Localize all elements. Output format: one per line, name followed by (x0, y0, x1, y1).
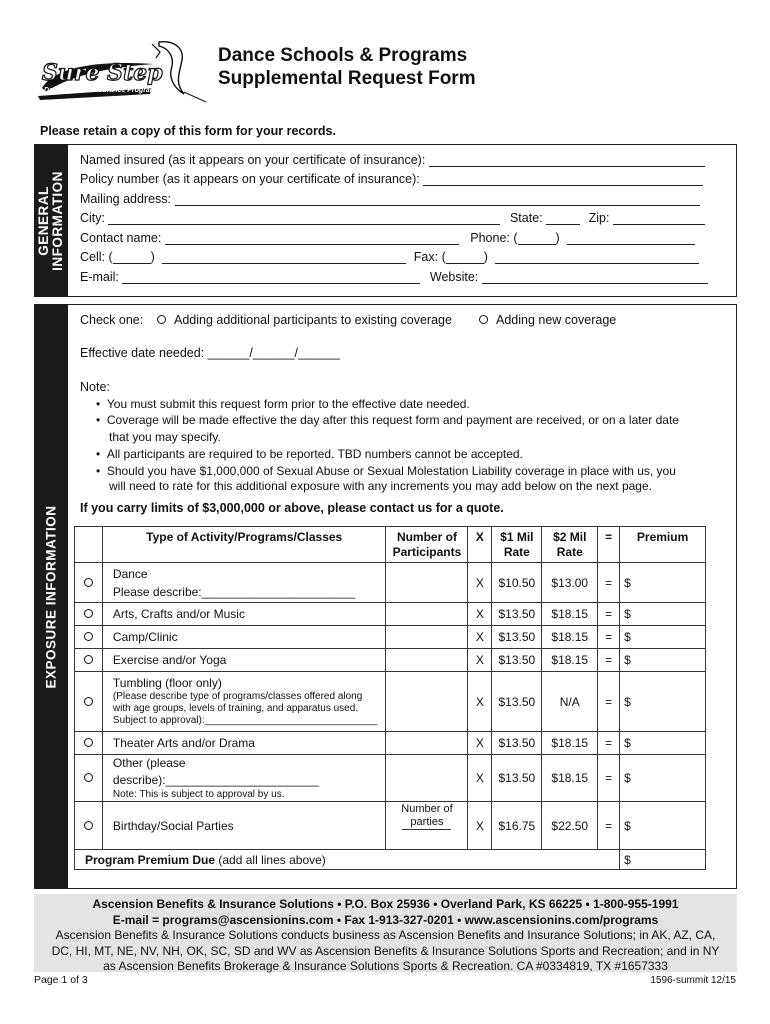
activity-arts: Arts, Crafts and/or Music (102, 603, 386, 626)
mailing-row (80, 192, 700, 206)
city-field[interactable] (108, 213, 500, 225)
header-2mil-2: Rate (556, 544, 583, 559)
fax-field[interactable] (495, 252, 699, 264)
effective-date-field[interactable]: Effective date needed: ______/______/______ (80, 346, 340, 360)
check-one-label: Check one: (80, 313, 144, 327)
participants-dance[interactable] (386, 563, 468, 603)
fax-paren: ) (483, 250, 488, 264)
header-1mil-1: $1 Mil (500, 529, 534, 544)
state-label: State: (509, 211, 543, 225)
title-line-1: Dance Schools & Programs (218, 45, 468, 66)
note-bullet-2: • Coverage will be made effective the day after this request form and payment are received, or on a later date (96, 413, 679, 427)
rate2-arts: $18.15 (542, 603, 598, 626)
cell-fax-row (80, 250, 699, 264)
participants-tumbling[interactable] (386, 672, 468, 732)
radio-existing-coverage[interactable] (157, 315, 166, 324)
rate1-tumbling: $13.50 (492, 672, 542, 732)
x-arts: X (468, 603, 492, 626)
note-bullet-3-text: All participants are required to be reported. TBD numbers cannot be accepted. (106, 447, 523, 461)
other-note: Note: This is subject to approval by us. (112, 789, 285, 800)
policy-number-field[interactable] (423, 174, 703, 186)
radio-theater[interactable] (84, 738, 93, 747)
footer-email-fax-web: E-mail = programs@ascensionins.com • Fax 1-913-327-0201 • www.ascensionins.com/programs (112, 912, 659, 927)
fax-label: Fax: ( (413, 250, 446, 264)
footer-legal-3: as Ascension Benefits Brokerage & Insurance Solutions Sports & Recreation. CA #0334819, TX #1657333 (103, 959, 668, 974)
table-row-tumbling (75, 672, 706, 732)
header-participants-2: Participants (392, 544, 462, 559)
exposure-info-label: EXPOSURE INFORMATION (43, 504, 59, 689)
tumbling-note-2: with age groups, levels of training, and apparatus used. (112, 703, 359, 714)
x-birthday: X (468, 802, 492, 850)
header-participants (386, 527, 468, 563)
form-title (218, 44, 476, 90)
city-row (80, 211, 705, 225)
table-row-other (75, 755, 706, 802)
page-number: Page 1 of 3 (34, 974, 88, 986)
participants-exercise[interactable] (386, 649, 468, 672)
activity-dance: Dance (112, 566, 148, 581)
policy-number-label: Policy number (as it appears on your certificate of insurance): (80, 172, 420, 186)
premium-camp[interactable]: $ (620, 626, 706, 649)
eq-tumbling: = (598, 672, 620, 732)
table-row-dance (75, 563, 706, 603)
activity-camp: Camp/Clinic (102, 626, 386, 649)
participants-arts[interactable] (386, 603, 468, 626)
radio-tumbling[interactable] (84, 697, 93, 706)
rate1-camp: $13.50 (492, 626, 542, 649)
radio-exercise[interactable] (84, 655, 93, 664)
total-label (75, 850, 620, 870)
eq-camp: = (598, 626, 620, 649)
rate2-birthday: $22.50 (542, 802, 598, 850)
logo-text: Sure Step (42, 60, 163, 86)
website-field[interactable] (482, 272, 708, 284)
zip-field[interactable] (613, 213, 705, 225)
rate1-arts: $13.50 (492, 603, 542, 626)
premium-tumbling[interactable]: $ (620, 672, 706, 732)
header-eq: = (598, 527, 620, 563)
city-label: City: (80, 211, 105, 225)
footer-legal-1: Ascension Benefits & Insurance Solutions conducts business as Ascension Benefits and Insurance Solutions; in AK, AZ, CA, (55, 928, 716, 943)
eq-other: = (598, 755, 620, 802)
parties-label-1: Number of (401, 803, 453, 815)
note-bullet-2-text: Coverage will be made effective the day after this request form and payment are received, or on a later date (106, 413, 679, 427)
table-row-theater (75, 732, 706, 755)
parties-label-2: parties (402, 816, 451, 830)
named-insured-row (80, 153, 705, 167)
radio-arts[interactable] (84, 609, 93, 618)
header-x: X (468, 527, 492, 563)
retain-notice: Please retain a copy of this form for your records. (40, 124, 336, 138)
form-code: 1596-summit 12/15 (650, 975, 736, 986)
premium-arts[interactable]: $ (620, 603, 706, 626)
sure-step-logo (34, 38, 214, 106)
rate2-camp: $18.15 (542, 626, 598, 649)
header-radio (75, 527, 103, 563)
header-participants-1: Number of (396, 529, 457, 544)
footer-contact (34, 894, 737, 972)
table-row-exercise (75, 649, 706, 672)
named-insured-field[interactable] (429, 155, 705, 167)
x-exercise: X (468, 649, 492, 672)
radio-new-coverage[interactable] (479, 315, 488, 324)
mailing-field[interactable] (175, 194, 700, 206)
header-1mil (492, 527, 542, 563)
rate2-dance: $13.00 (542, 563, 598, 603)
rate2-exercise: $18.15 (542, 649, 598, 672)
fax-area-field[interactable] (446, 252, 484, 264)
dance-describe-field[interactable]: Please describe:_______________________ (112, 584, 356, 599)
note-bullet-2-cont: that you may specify. (109, 430, 221, 444)
cell-area-field[interactable] (113, 252, 151, 264)
radio-other[interactable] (84, 773, 93, 782)
note-bullet-3: • All participants are required to be reported. TBD numbers cannot be accepted. (96, 447, 523, 461)
cell-paren: ) (150, 250, 155, 264)
exposure-info-sidebar (34, 304, 68, 889)
activity-exercise: Exercise and/or Yoga (102, 649, 386, 672)
x-theater: X (468, 732, 492, 755)
general-info-label (37, 171, 65, 271)
footer-address: Ascension Benefits & Insurance Solutions • P.O. Box 25936 • Overland Park, KS 66225 • 1-800-955-1991 (92, 897, 679, 911)
tumbling-describe-field[interactable]: Subject to approval):_______________________________ (112, 715, 378, 726)
total-label-note: (add all lines above) (218, 852, 326, 867)
total-premium[interactable]: $ (620, 850, 706, 870)
footer-legal-2: DC, HI, MT, NE, NV, NH, OK, SC, SD and WV as Ascension Benefits & Insurance Solutions Sports and Recreation; and in NY (51, 943, 720, 958)
eq-arts: = (598, 603, 620, 626)
activity-birthday: Birthday/Social Parties (102, 802, 386, 850)
contact-row (80, 231, 695, 245)
radio-camp[interactable] (84, 632, 93, 641)
activity-theater: Theater Arts and/or Drama (102, 732, 386, 755)
zip-label: Zip: (588, 211, 610, 225)
tumbling-note-1: (Please describe type of programs/classes offered along (112, 691, 363, 702)
phone-label: Phone: ( (470, 231, 518, 245)
total-label-bold: Program Premium Due (85, 852, 216, 867)
table-header-row (75, 527, 706, 563)
x-other: X (468, 755, 492, 802)
mailing-label: Mailing address: (80, 192, 172, 206)
table-row-camp (75, 626, 706, 649)
phone-field[interactable] (567, 233, 695, 245)
x-camp: X (468, 626, 492, 649)
header-premium: Premium (620, 527, 706, 563)
eq-theater: = (598, 732, 620, 755)
email-field[interactable] (122, 272, 420, 284)
cell-field[interactable] (162, 252, 406, 264)
participants-theater[interactable] (386, 732, 468, 755)
state-field[interactable] (546, 213, 580, 225)
header-activity: Type of Activity/Programs/Classes (102, 527, 386, 563)
premium-other[interactable]: $ (620, 755, 706, 802)
rate1-exercise: $13.50 (492, 649, 542, 672)
table-total-row (75, 850, 706, 870)
limits-notice: If you carry limits of $3,000,000 or above, please contact us for a quote. (80, 501, 504, 515)
participants-birthday[interactable] (386, 802, 468, 850)
rate1-other: $13.50 (492, 755, 542, 802)
rate1-birthday: $16.75 (492, 802, 542, 850)
named-insured-label: Named insured (as it appears on your certificate of insurance): (80, 153, 426, 167)
premium-dance[interactable]: $ (620, 563, 706, 603)
option-new-label: Adding new coverage (496, 313, 617, 327)
rate-table (74, 526, 706, 870)
policy-number-row (80, 172, 703, 186)
general-info-sidebar (34, 144, 68, 297)
contact-label: Contact name: (80, 231, 162, 245)
general-label-line-1: GENERAL (36, 185, 51, 256)
activity-tumbling: Tumbling (floor only) (112, 676, 222, 690)
phone-area-field[interactable] (518, 233, 556, 245)
general-label-line-2: INFORMATION (50, 170, 65, 271)
header-2mil (542, 527, 598, 563)
note-label: Note: (80, 380, 110, 394)
rate1-theater: $13.50 (492, 732, 542, 755)
email-row (80, 270, 708, 284)
header-2mil-1: $2 Mil (553, 529, 587, 544)
premium-birthday[interactable]: $ (620, 802, 706, 850)
header-1mil-2: Rate (503, 544, 530, 559)
rate2-other: $18.15 (542, 755, 598, 802)
email-label: E-mail: (80, 270, 119, 284)
table-row-birthday (75, 802, 706, 850)
title-line-2: Supplemental Request Form (218, 68, 476, 89)
other-describe-field[interactable]: Other (please describe):_______________________ (112, 756, 320, 787)
note-bullet-1-text: You must submit this request form prior to the effective date needed. (106, 397, 470, 411)
note-bullet-4: • Should you have $1,000,000 of Sexual Abuse or Sexual Molestation Liability coverage in place with us, you (96, 464, 676, 478)
logo-subtext: Dance School Insurance Program (44, 87, 157, 94)
premium-theater[interactable]: $ (620, 732, 706, 755)
participants-camp[interactable] (386, 626, 468, 649)
note-bullet-4-text: Should you have $1,000,000 of Sexual Abuse or Sexual Molestation Liability coverage in place with us, you (106, 464, 676, 478)
table-row-arts (75, 603, 706, 626)
x-tumbling: X (468, 672, 492, 732)
eq-dance: = (598, 563, 620, 603)
eq-birthday: = (598, 802, 620, 850)
radio-birthday[interactable] (84, 821, 93, 830)
rate2-theater: $18.15 (542, 732, 598, 755)
eq-exercise: = (598, 649, 620, 672)
note-bullet-1: • You must submit this request form prior to the effective date needed. (96, 397, 470, 411)
rate2-tumbling: N/A (542, 672, 598, 732)
rate1-dance: $10.50 (492, 563, 542, 603)
cell-label: Cell: ( (80, 250, 113, 264)
contact-field[interactable] (165, 233, 459, 245)
x-dance: X (468, 563, 492, 603)
premium-exercise[interactable]: $ (620, 649, 706, 672)
note-bullet-4-cont: will need to rate for this additional exposure with any increments you may add below on the next page. (109, 479, 652, 493)
participants-other[interactable] (386, 755, 468, 802)
option-existing-label: Adding additional participants to existing coverage (174, 313, 452, 327)
radio-dance[interactable] (84, 578, 93, 587)
phone-paren: ) (555, 231, 560, 245)
website-label: Website: (429, 270, 479, 284)
